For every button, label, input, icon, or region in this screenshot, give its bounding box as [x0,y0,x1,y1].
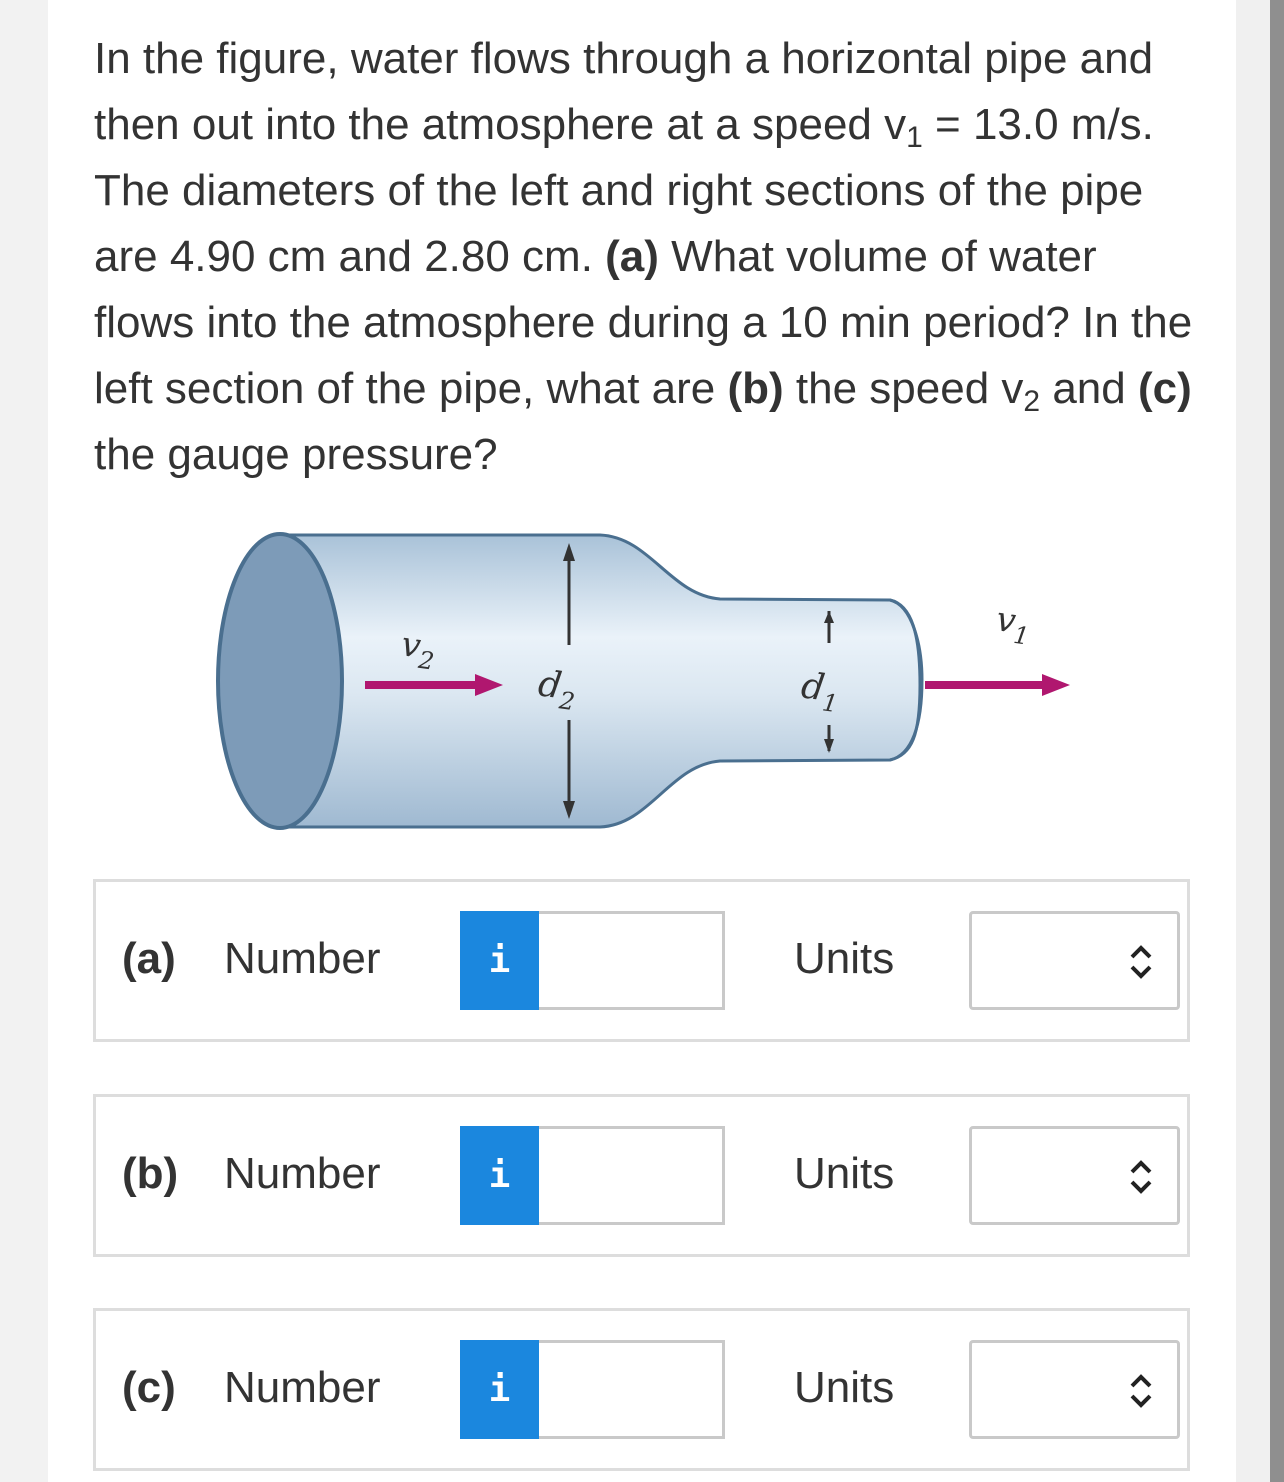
chevron-up-down-icon [1127,1155,1155,1199]
part-label: (c) [122,1363,176,1412]
number-input[interactable] [539,1126,725,1225]
pipe-inlet [218,534,342,828]
number-label: Number [224,1363,381,1412]
info-icon: i [488,1369,511,1410]
window-edge [1270,0,1284,1482]
pipe-figure [200,525,1090,845]
v2-label: $v_2$ [398,624,436,676]
info-icon: i [488,1155,511,1196]
number-label: Number [224,1149,381,1198]
number-input[interactable] [539,1340,725,1439]
number-label: Number [224,934,381,983]
info-icon: i [488,940,511,981]
question-text: In the figure, water flows through a horizontal pipe and then out into the atmosphere at a speed $v_1 = 13.0$ m/s. The diameters of the left and right sections of the pipe are 4.90 cm and 2.80 cm. (a) What volume of water flows into the atmosphere during a 10 min period? In the left section of the pipe, what are (b) the speed $v_2$ and (c) the gauge pressure? [94,34,1193,479]
scrollbar-track[interactable] [1236,0,1270,1482]
d2-label: $d_2$ [535,663,577,717]
units-label: Units [794,1363,895,1412]
info-button[interactable] [460,1126,539,1225]
v1-arrowhead [1042,674,1070,696]
info-button[interactable] [460,911,539,1010]
units-select[interactable] [969,911,1180,1010]
units-label: Units [794,1149,895,1198]
part-label: (a) [122,934,176,983]
chevron-up-down-icon [1127,940,1155,984]
part-label: (b) [122,1149,179,1198]
units-select[interactable] [969,1340,1180,1439]
pipe-diagram [200,525,1090,845]
answer-row-a [93,879,1190,1042]
info-button[interactable] [460,1340,539,1439]
chevron-up-down-icon [1127,1369,1155,1413]
d1-label: $d_1$ [798,665,840,719]
number-input[interactable] [539,911,725,1010]
units-select[interactable] [969,1126,1180,1225]
answer-row-b [93,1094,1190,1257]
v1-label: $v_1$ [993,599,1031,651]
units-label: Units [794,934,895,983]
answer-row-c [93,1308,1190,1471]
